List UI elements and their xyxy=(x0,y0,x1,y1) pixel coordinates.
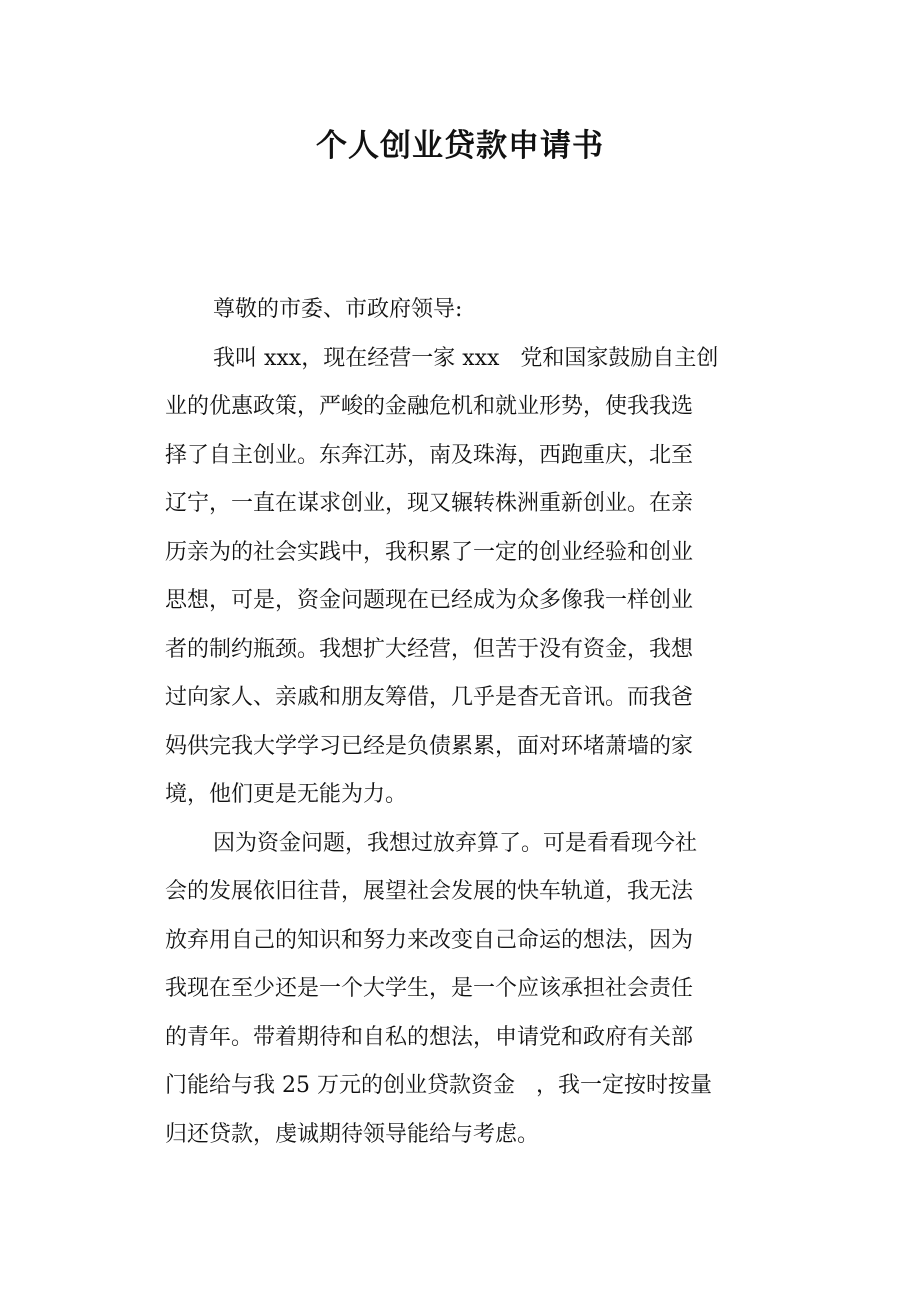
paragraph-1-line: 者的制约瓶颈。我想扩大经营，但苦于没有资金，我想 xyxy=(165,636,694,662)
paragraph-1-line: 思想，可是，资金问题现在已经成为众多像我一样创业 xyxy=(165,588,694,613)
paragraph-1-line: 历亲为的社会实践中，我积累了一定的创业经验和创业 xyxy=(165,539,694,565)
paragraph-2-line: 门能给与我 25 万元的创业贷款资金 ，我一定按时按量 xyxy=(165,1073,712,1098)
document-title: 个人创业贷款申请书 xyxy=(316,128,604,164)
document-body xyxy=(165,286,770,1159)
paragraph-1-line: 我叫 xxx，现在经营一家 xxx 党和国家鼓励自主创 xyxy=(213,345,719,371)
paragraph-1-line: 择了自主创业。东奔江苏，南及珠海，西跑重庆，北至 xyxy=(165,442,694,468)
paragraph-1-line: 妈供完我大学学习已经是负债累累，面对环堵萧墙的家 xyxy=(165,733,694,759)
paragraph-1-line: 境，他们更是无能为力。 xyxy=(165,782,408,807)
paragraph-2 xyxy=(165,820,770,1160)
paragraph-1-line: 过向家人、亲戚和朋友筹借，几乎是杳无音讯。而我爸 xyxy=(165,685,694,710)
salutation xyxy=(165,286,770,335)
paragraph-2-line: 会的发展依旧往昔，展望社会发展的快车轨道，我无法 xyxy=(165,879,694,904)
paragraph-2-line: 的青年。带着期待和自私的想法，申请党和政府有关部 xyxy=(165,1024,694,1050)
paragraph-2-line: 我现在至少还是一个大学生，是一个应该承担社会责任 xyxy=(165,976,694,1001)
paragraph-2-line: 因为资金问题，我想过放弃算了。可是看看现今社 xyxy=(213,830,698,856)
paragraph-1 xyxy=(165,335,770,820)
paragraph-1-line: 业的优惠政策，严峻的金融危机和就业形势，使我我选 xyxy=(165,394,694,419)
paragraph-1-line: 辽宁，一直在谋求创业，现又辗转株洲重新创业。在亲 xyxy=(165,491,694,516)
salutation-line: 尊敬的市委、市政府领导: xyxy=(213,297,463,322)
paragraph-2-line: 归还贷款，虔诚期待领导能给与考虑。 xyxy=(165,1121,540,1147)
paragraph-2-line: 放弃用自己的知识和努力来改变自己命运的想法，因为 xyxy=(165,927,694,953)
